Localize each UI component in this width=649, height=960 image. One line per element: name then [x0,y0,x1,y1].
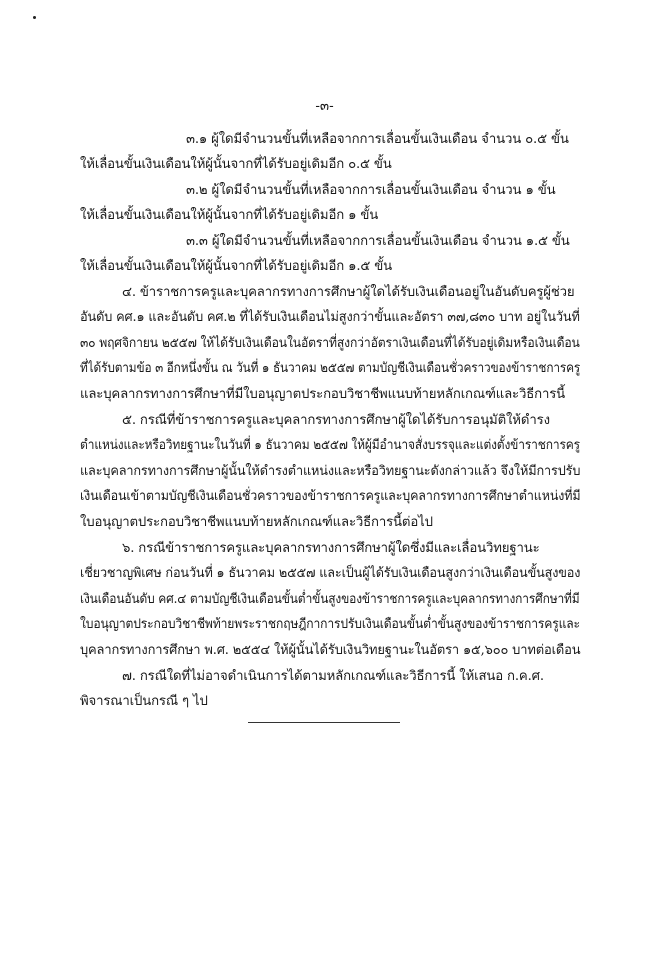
clause-7-line2: พิจารณาเป็นกรณี ๆ ไป [80,694,208,709]
scan-mark [33,16,36,19]
clause-4-line5: และบุคลากรทางการศึกษาที่มีใบอนุญาตประกอบวิชาชีพแนบท้ายหลักเกณฑ์และวิธีการนี้ [80,387,566,402]
clause-4-line4: ที่ได้รับตามข้อ ๓ อีกหนึ่งขั้น ณ วันที่ ๑ ธันวาคม ๒๕๕๗ ตามบัญชีเงินเดือนชั่วคราวของข้าราชการครู [80,361,581,376]
clause-3-1-cont: ให้เลื่อนขั้นเงินเดือนให้ผู้นั้นจากที่ได้รับอยู่เดิมอีก ๐.๕ ขั้น [80,157,392,172]
clause-6-line5: บุคลากรทางการศึกษา พ.ศ. ๒๕๕๔ ให้ผู้นั้นได้รับเงินวิทยฐานะในอัตรา ๑๕,๖๐๐ บาทต่อเดือน [80,643,581,658]
clause-4: ๔. ข้าราชการครูและบุคลากรทางการศึกษาผู้ใดได้รับเงินเดือนอยู่ในอันดับครูผู้ช่วย [122,285,575,300]
clause-5-line3: และบุคลากรทางการศึกษาผู้นั้นให้ดำรงตำแหน่งและหรือวิทยฐานะดังกล่าวแล้ว จึงให้มีการปรับ [80,464,581,479]
clause-6-line4: ใบอนุญาตประกอบวิชาชีพท้ายพระราชกฤษฎีกาการปรับเงินเดือนขั้นต่ำขั้นสูงของข้าราชการครูและ [80,617,580,632]
page-number: -๓- [315,98,334,114]
clause-5-line4: เงินเดือนเข้าตามบัญชีเงินเดือนชั่วคราวของข้าราชการครูและบุคลากรทางการศึกษาตำแหน่งที่มี [80,489,581,504]
clause-7: ๗. กรณีใดที่ไม่อาจดำเนินการได้ตามหลักเกณฑ์และวิธีการนี้ ให้เสนอ ก.ค.ศ. [122,669,544,684]
clause-3-3-cont: ให้เลื่อนขั้นเงินเดือนให้ผู้นั้นจากที่ได้รับอยู่เดิมอีก ๑.๕ ขั้น [80,259,392,274]
end-rule-divider [248,722,400,723]
clause-6-line2: เชี่ยวชาญพิเศษ ก่อนวันที่ ๑ ธันวาคม ๒๕๕๗ และเป็นผู้ได้รับเงินเดือนสูงกว่าเงินเดือนขั้นสูงของ [80,566,581,581]
clause-3-2-cont: ให้เลื่อนขั้นเงินเดือนให้ผู้นั้นจากที่ได้รับอยู่เดิมอีก ๑ ขั้น [80,208,379,223]
clause-3-3: ๓.๓ ผู้ใดมีจำนวนขั้นที่เหลือจากการเลื่อนขั้นเงินเดือน จำนวน ๑.๕ ขั้น [186,234,570,249]
clause-5: ๕. กรณีที่ข้าราชการครูและบุคลากรทางการศึกษาผู้ใดได้รับการอนุมัติให้ดำรง [122,413,550,428]
clause-6-line3: เงินเดือนอันดับ คศ.๔ ตามบัญชีเงินเดือนขั้นต่ำขั้นสูงของข้าราชการครูและบุคลากรทางการศึกษาที่มี [80,592,580,607]
clause-6: ๖. กรณีข้าราชการครูและบุคลากรทางการศึกษาผู้ใดซึ่งมีและเลื่อนวิทยฐานะ [122,541,540,556]
clause-5-line2: ตำแหน่งและหรือวิทยฐานะในวันที่ ๑ ธันวาคม ๒๕๕๗ ให้ผู้มีอำนาจสั่งบรรจุและแต่งตั้งข้าราชการครู [80,438,580,453]
clause-3-1: ๓.๑ ผู้ใดมีจำนวนขั้นที่เหลือจากการเลื่อนขั้นเงินเดือน จำนวน ๐.๕ ขั้น [186,132,569,147]
clause-4-line2: อันดับ คศ.๑ และอันดับ คศ.๒ ที่ได้รับเงินเดือนไม่สูงกว่าขั้นและอัตรา ๓๗,๘๓๐ บาท อยู่ในวันที่ [80,310,580,325]
clause-5-line5: ใบอนุญาตประกอบวิชาชีพแนบท้ายหลักเกณฑ์และวิธีการนี้ต่อไป [80,515,433,530]
clause-3-2: ๓.๒ ผู้ใดมีจำนวนขั้นที่เหลือจากการเลื่อนขั้นเงินเดือน จำนวน ๑ ขั้น [186,183,556,198]
clause-4-line3: ๓๐ พฤศจิกายน ๒๕๕๗ ให้ได้รับเงินเดือนในอัตราที่สูงกว่าอัตราเงินเดือนที่ได้รับอยู่เดิมหรือเงินเดือน [80,336,580,351]
